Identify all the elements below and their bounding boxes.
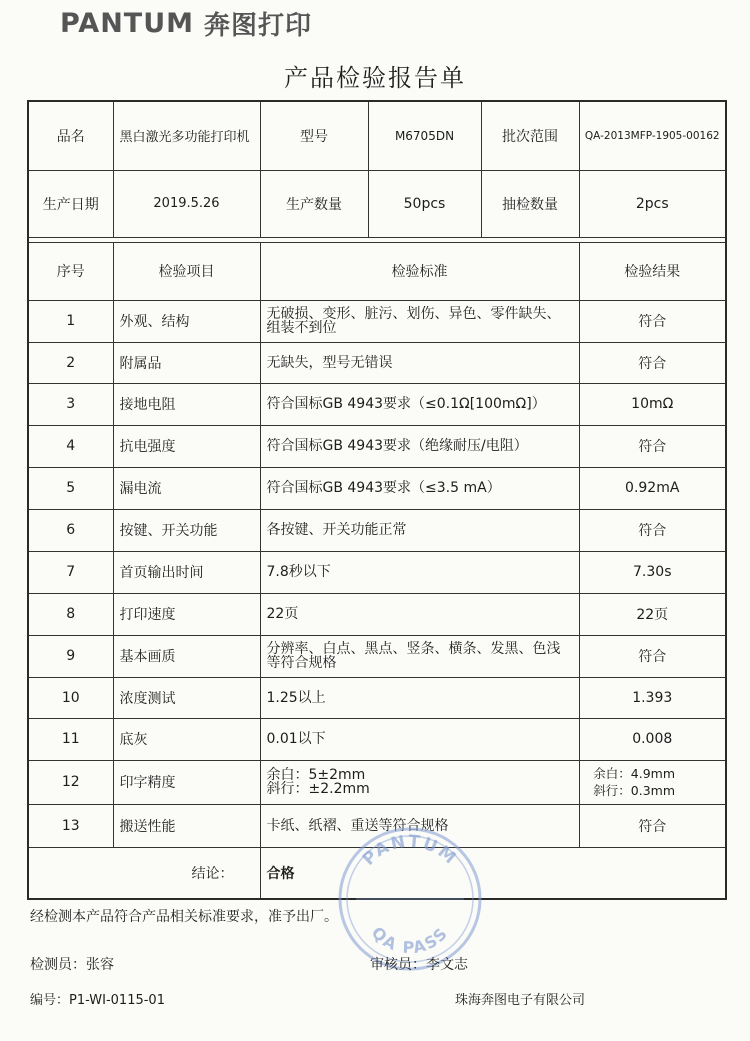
batch-label: 批次范围 bbox=[481, 101, 579, 170]
table-row bbox=[28, 300, 726, 342]
row-no: 4 bbox=[28, 425, 113, 467]
row-result: 符合 bbox=[579, 342, 726, 383]
product-name-value: 黑白激光多功能打印机 bbox=[113, 101, 260, 170]
table-row bbox=[28, 804, 726, 847]
report-title: 产品检验报告单 bbox=[284, 64, 466, 92]
table-row bbox=[28, 425, 726, 467]
row-item: 搬送性能 bbox=[113, 804, 260, 847]
col-header-standard: 检验标准 bbox=[260, 242, 579, 300]
row-standard: 1.25以上 bbox=[260, 677, 579, 718]
row-item: 基本画质 bbox=[113, 635, 260, 677]
row-no: 3 bbox=[28, 383, 113, 425]
table-row bbox=[28, 383, 726, 425]
row-standard: 22页 bbox=[260, 593, 579, 635]
prod-qty-label: 生产数量 bbox=[260, 170, 368, 237]
stamp-bottom-text: QA PASS bbox=[367, 922, 453, 958]
row-item: 浓度测试 bbox=[113, 677, 260, 718]
row-standard: 符合国标GB 4943要求（≤3.5 mA） bbox=[260, 467, 579, 509]
row-standard: 符合国标GB 4943要求（绝缘耐压/电阻） bbox=[260, 425, 579, 467]
conclusion-label: 结论： bbox=[28, 847, 260, 899]
sample-qty-label: 抽检数量 bbox=[481, 170, 579, 237]
table-row bbox=[28, 509, 726, 551]
table-row bbox=[28, 593, 726, 635]
column-header-row bbox=[28, 242, 726, 300]
logo-brand-cn: 奔图打印 bbox=[204, 10, 313, 41]
row-result: 符合 bbox=[579, 425, 726, 467]
row-no: 6 bbox=[28, 509, 113, 551]
col-header-no: 序号 bbox=[28, 242, 113, 300]
table-row bbox=[28, 342, 726, 383]
row-result: 1.393 bbox=[579, 677, 726, 718]
row-no: 7 bbox=[28, 551, 113, 593]
release-statement: 经检测本产品符合产品相关标准要求，准予出厂。 bbox=[30, 909, 338, 925]
row-standard: 无破损、变形、脏污、划伤、异色、零件缺失、组装不到位 bbox=[260, 300, 579, 342]
row-result-line: 斜行：0.3mm bbox=[593, 783, 675, 798]
row-result: 0.92mA bbox=[579, 467, 726, 509]
col-header-result: 检验结果 bbox=[579, 242, 726, 300]
pantum-logo bbox=[60, 7, 313, 41]
row-item: 印字精度 bbox=[113, 760, 260, 804]
row-standard-line: 斜行：±2.2mm bbox=[266, 781, 370, 797]
row-no: 13 bbox=[28, 804, 113, 847]
row-standard: 符合国标GB 4943要求（≤0.1Ω[100mΩ]） bbox=[260, 383, 579, 425]
row-result: 22页 bbox=[579, 593, 726, 635]
table-row bbox=[28, 551, 726, 593]
table-row bbox=[28, 467, 726, 509]
col-header-item: 检验项目 bbox=[113, 242, 260, 300]
row-result: 0.008 bbox=[579, 718, 726, 760]
row-result: 10mΩ bbox=[579, 383, 726, 425]
row-no: 1 bbox=[28, 300, 113, 342]
row-item: 外观、结构 bbox=[113, 300, 260, 342]
row-no: 12 bbox=[28, 760, 113, 804]
sample-qty-value: 2pcs bbox=[579, 170, 726, 237]
row-item: 接地电阻 bbox=[113, 383, 260, 425]
row-standard: 7.8秒以下 bbox=[260, 551, 579, 593]
reviewer-signature: 审核员：李文志 bbox=[370, 957, 468, 973]
conclusion-row bbox=[28, 847, 726, 899]
row-standard: 0.01以下 bbox=[260, 718, 579, 760]
row-no: 8 bbox=[28, 593, 113, 635]
row-result bbox=[579, 760, 726, 804]
row-result: 7.30s bbox=[579, 551, 726, 593]
row-item: 首页输出时间 bbox=[113, 551, 260, 593]
table-row bbox=[28, 635, 726, 677]
table-row bbox=[28, 677, 726, 718]
inspection-table bbox=[27, 100, 727, 900]
conclusion-value: 合格 bbox=[260, 847, 726, 899]
row-item: 漏电流 bbox=[113, 467, 260, 509]
row-standard bbox=[260, 760, 579, 804]
row-no: 9 bbox=[28, 635, 113, 677]
row-result: 符合 bbox=[579, 300, 726, 342]
row-item: 按键、开关功能 bbox=[113, 509, 260, 551]
row-no: 11 bbox=[28, 718, 113, 760]
logo-brand-en: PANTUM bbox=[60, 7, 195, 39]
row-item: 抗电强度 bbox=[113, 425, 260, 467]
company-name: 珠海奔图电子有限公司 bbox=[455, 993, 586, 1008]
document-number: 编号：P1-WI-0115-01 bbox=[30, 993, 165, 1008]
row-standard: 无缺失，型号无错误 bbox=[260, 342, 579, 383]
info-row-1 bbox=[28, 101, 726, 170]
prod-qty-value: 50pcs bbox=[368, 170, 481, 237]
row-no: 10 bbox=[28, 677, 113, 718]
row-no: 5 bbox=[28, 467, 113, 509]
product-name-label: 品名 bbox=[28, 101, 113, 170]
table-row bbox=[28, 760, 726, 804]
batch-value: QA-2013MFP-1905-00162 bbox=[579, 101, 726, 170]
row-standard-line: 余白：5±2mm bbox=[266, 767, 366, 783]
stamp-top-text: PANTUM bbox=[358, 831, 461, 870]
info-row-2 bbox=[28, 170, 726, 237]
row-standard: 分辨率、白点、黑点、竖条、横条、发黑、色浅等符合规格 bbox=[260, 635, 579, 677]
model-value: M6705DN bbox=[368, 101, 481, 170]
row-item: 底灰 bbox=[113, 718, 260, 760]
inspector-signature: 检测员：张容 bbox=[30, 957, 114, 973]
row-standard: 卡纸、纸褶、重送等符合规格 bbox=[260, 804, 579, 847]
prod-date-label: 生产日期 bbox=[28, 170, 113, 237]
row-result-line: 余白：4.9mm bbox=[593, 766, 675, 781]
row-item: 打印速度 bbox=[113, 593, 260, 635]
table-row bbox=[28, 718, 726, 760]
prod-date-value: 2019.5.26 bbox=[113, 170, 260, 237]
model-label: 型号 bbox=[260, 101, 368, 170]
row-item: 附属品 bbox=[113, 342, 260, 383]
row-no: 2 bbox=[28, 342, 113, 383]
svg-text:QA PASS bbox=[368, 923, 452, 957]
row-result: 符合 bbox=[579, 635, 726, 677]
row-result: 符合 bbox=[579, 509, 726, 551]
row-standard: 各按键、开关功能正常 bbox=[260, 509, 579, 551]
row-result: 符合 bbox=[579, 804, 726, 847]
